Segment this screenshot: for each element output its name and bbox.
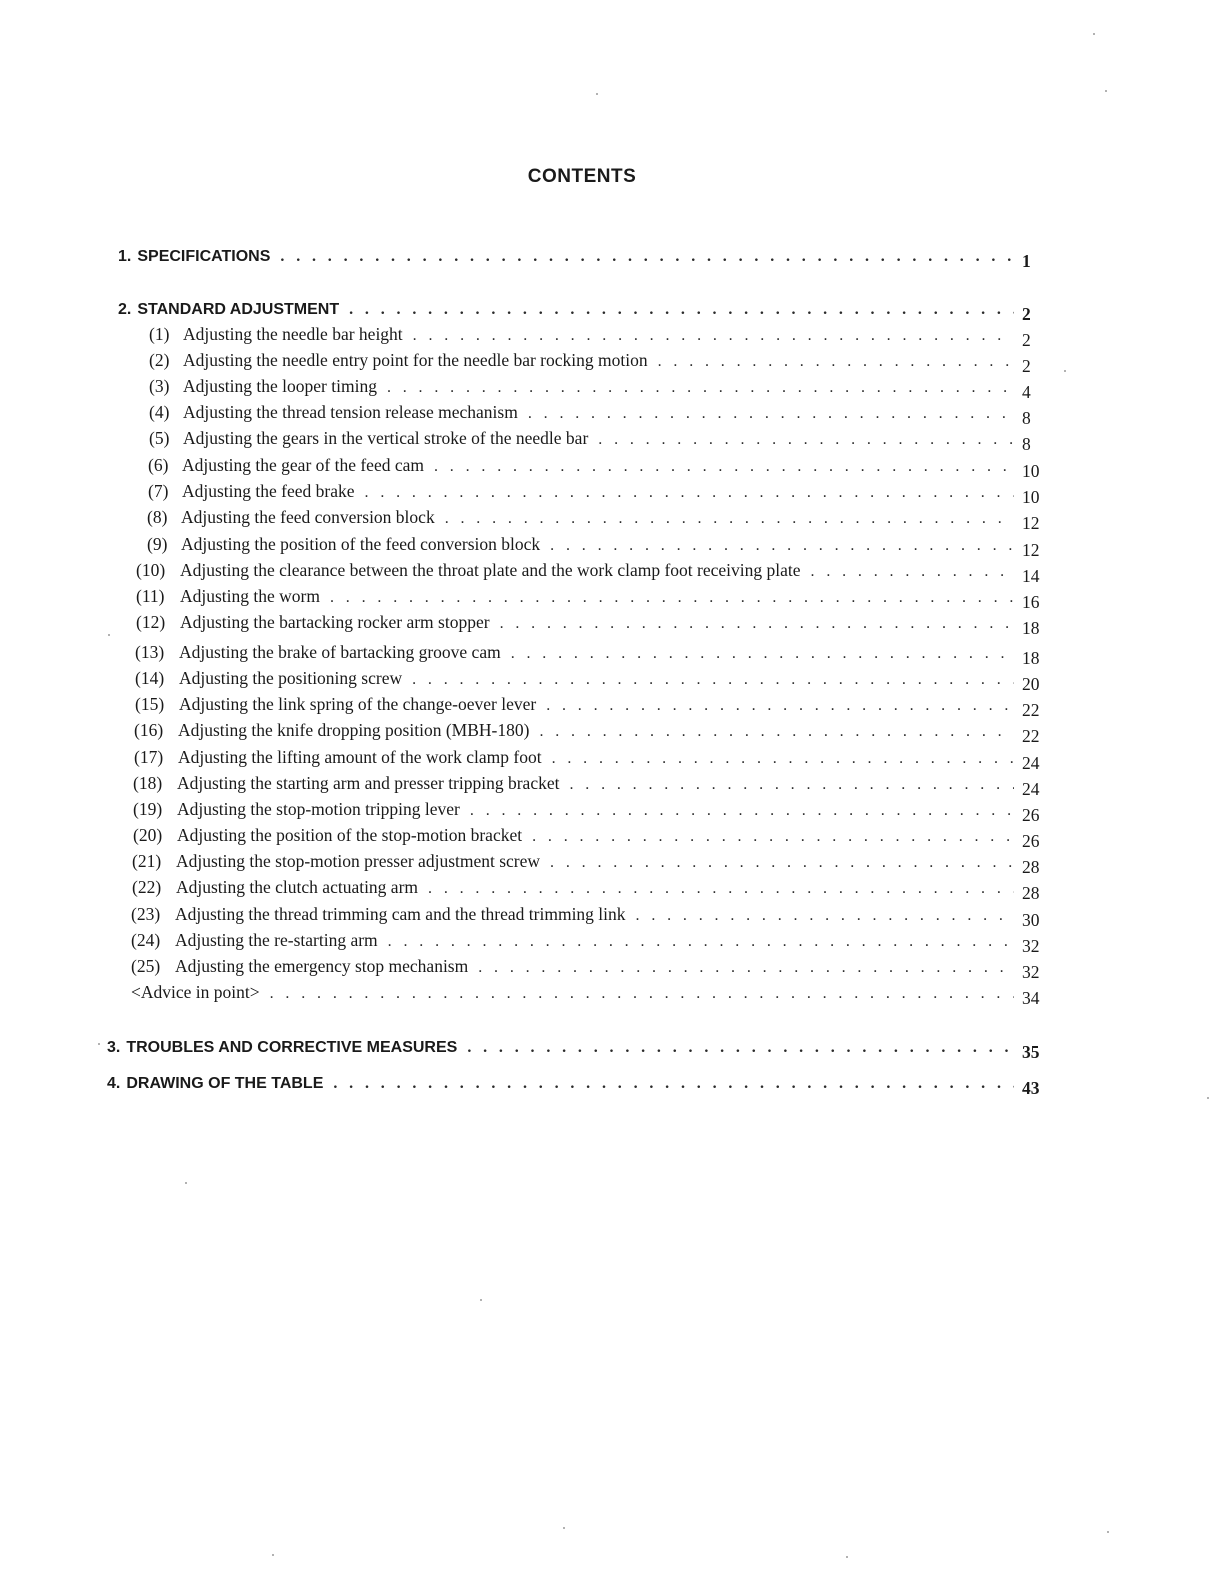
page-number: 43 (1022, 1078, 1040, 1098)
page-number: 2 (1022, 330, 1031, 350)
toc-item (134, 747, 1042, 771)
item-text: Adjusting the stop-motion presser adjustment screw (176, 851, 541, 871)
toc-item (133, 773, 1042, 797)
dot-leader (413, 327, 1014, 345)
dot-leader (811, 563, 1014, 581)
toc-item-advice (131, 982, 1042, 1006)
item-number: (21) (132, 851, 162, 871)
toc-item (131, 930, 1042, 954)
toc-item (131, 904, 1042, 928)
toc-item (136, 560, 1042, 584)
page-title: CONTENTS (527, 166, 637, 187)
dot-leader (569, 776, 1014, 794)
item-text: Adjusting the position of the feed conversion block (181, 534, 541, 554)
item-text: Adjusting the feed brake (182, 481, 355, 501)
dot-leader (532, 828, 1014, 846)
item-text: Adjusting the lifting amount of the work clamp foot (178, 747, 542, 767)
item-number: (3) (149, 376, 170, 396)
item-text: Adjusting the looper timing (183, 376, 377, 396)
dot-leader (333, 1075, 1014, 1093)
toc-item (148, 481, 1042, 505)
toc-item (133, 799, 1042, 823)
item-text: Adjusting the gear of the feed cam (182, 455, 424, 475)
section-title: TROUBLES AND CORRECTIVE MEASURES (126, 1039, 458, 1056)
dot-leader (365, 484, 1014, 502)
dot-leader (546, 697, 1014, 715)
page-number: 24 (1022, 779, 1040, 799)
toc-section-drawing-table (107, 1072, 1042, 1096)
dot-leader (280, 248, 1014, 266)
page-number: 35 (1022, 1042, 1040, 1062)
page-number: 10 (1022, 461, 1040, 481)
page-number: 26 (1022, 805, 1040, 825)
toc-item (131, 956, 1042, 980)
dot-leader (412, 671, 1014, 689)
page-number: 30 (1022, 910, 1040, 930)
dot-leader (500, 615, 1014, 633)
dot-leader (387, 379, 1014, 397)
page-number: 12 (1022, 540, 1040, 560)
page-number: 22 (1022, 726, 1040, 746)
item-number: (22) (132, 877, 162, 897)
page-number: 4 (1022, 382, 1031, 402)
toc-item (148, 455, 1042, 479)
toc-item (149, 376, 1042, 400)
item-text: Adjusting the clearance between the throat plate and the work clamp foot receiving plate (180, 560, 801, 580)
toc-item (149, 428, 1042, 452)
section-number: 2. (118, 301, 132, 318)
item-number: (18) (133, 773, 163, 793)
toc-item (135, 694, 1042, 718)
item-number: (20) (133, 825, 163, 845)
scan-speck (1064, 370, 1066, 372)
section-number: 3. (107, 1039, 121, 1056)
dot-leader (428, 880, 1014, 898)
scan-speck (1207, 1097, 1209, 1099)
item-number: (11) (136, 586, 165, 606)
toc-item (149, 350, 1042, 374)
section-number: 4. (107, 1075, 121, 1092)
page-number: 10 (1022, 487, 1040, 507)
toc-item (135, 642, 1042, 666)
scan-speck (1107, 1531, 1109, 1533)
scan-speck (272, 1554, 274, 1556)
dot-leader (539, 723, 1014, 741)
item-text: Adjusting the bartacking rocker arm stopper (180, 612, 490, 632)
dot-leader (270, 985, 1014, 1003)
item-number: (19) (133, 799, 163, 819)
item-text: Adjusting the starting arm and presser tripping bracket (177, 773, 560, 793)
page-number: 8 (1022, 408, 1031, 428)
dot-leader (598, 431, 1014, 449)
scan-speck (1105, 90, 1107, 92)
toc-item (149, 402, 1042, 426)
page-number: 2 (1022, 356, 1031, 376)
toc-item (136, 612, 1042, 636)
dot-leader (550, 854, 1014, 872)
toc-item (133, 825, 1042, 849)
dot-leader (478, 959, 1014, 977)
scan-speck (563, 1527, 565, 1529)
item-text: Adjusting the re-starting arm (175, 930, 378, 950)
page-number: 8 (1022, 434, 1031, 454)
item-number: (14) (135, 668, 165, 688)
dot-leader (636, 907, 1014, 925)
item-text: Adjusting the brake of bartacking groove cam (179, 642, 501, 662)
page-number: 34 (1022, 988, 1040, 1008)
page-number: 2 (1022, 304, 1031, 324)
toc-item (147, 507, 1042, 531)
item-number: (6) (148, 455, 169, 475)
page-number: 16 (1022, 592, 1040, 612)
scan-speck (98, 1043, 100, 1045)
item-text: Adjusting the thread tension release mechanism (183, 402, 518, 422)
scan-speck (1093, 33, 1095, 35)
item-number: (25) (131, 956, 161, 976)
item-text: Adjusting the stop-motion tripping lever (177, 799, 460, 819)
dot-leader (434, 458, 1014, 476)
item-number: (10) (136, 560, 166, 580)
toc-item (135, 668, 1042, 692)
dot-leader (550, 537, 1014, 555)
item-number: (13) (135, 642, 165, 662)
page-number: 26 (1022, 831, 1040, 851)
item-text: Adjusting the worm (180, 586, 320, 606)
toc-item (134, 720, 1042, 744)
item-number: (24) (131, 930, 161, 950)
page-number: 14 (1022, 566, 1040, 586)
page-number: 12 (1022, 513, 1040, 533)
section-title: DRAWING OF THE TABLE (126, 1075, 324, 1092)
dot-leader (470, 802, 1014, 820)
toc-item (136, 586, 1042, 610)
page-number: 32 (1022, 962, 1040, 982)
item-number: (4) (149, 402, 170, 422)
item-number: (1) (149, 324, 170, 344)
item-number: (5) (149, 428, 170, 448)
page-number: 24 (1022, 753, 1040, 773)
dot-leader (528, 405, 1014, 423)
item-number: (9) (147, 534, 168, 554)
dot-leader (388, 933, 1014, 951)
item-number: (17) (134, 747, 164, 767)
toc-item (132, 877, 1042, 901)
scan-speck (108, 634, 110, 636)
page-number: 28 (1022, 883, 1040, 903)
dot-leader (445, 510, 1014, 528)
item-text: Adjusting the emergency stop mechanism (175, 956, 469, 976)
toc-item (149, 324, 1042, 348)
item-text: Adjusting the positioning screw (179, 668, 403, 688)
dot-leader (552, 750, 1014, 768)
toc-item (147, 534, 1042, 558)
dot-leader (330, 589, 1014, 607)
page-number: 1 (1022, 251, 1031, 271)
toc-section-troubles (107, 1036, 1042, 1060)
toc-section-specifications (118, 245, 1042, 269)
item-text: Adjusting the thread trimming cam and the thread trimming link (175, 904, 626, 924)
item-text: Adjusting the needle entry point for the needle bar rocking motion (183, 350, 648, 370)
item-text: Adjusting the knife dropping position (MBH-180) (178, 720, 530, 740)
dot-leader (349, 301, 1014, 319)
item-text: Adjusting the needle bar height (183, 324, 403, 344)
item-number: (8) (147, 507, 168, 527)
scan-speck (846, 1556, 848, 1558)
section-title: STANDARD ADJUSTMENT (137, 301, 340, 318)
page-number: 18 (1022, 648, 1040, 668)
scan-speck (480, 1299, 482, 1301)
section-number: 1. (118, 248, 132, 265)
dot-leader (467, 1039, 1014, 1057)
item-number: (15) (135, 694, 165, 714)
item-number: (16) (134, 720, 164, 740)
page-number: 18 (1022, 618, 1040, 638)
section-title: SPECIFICATIONS (137, 248, 271, 265)
item-text: Adjusting the link spring of the change-oever lever (179, 694, 537, 714)
item-text: Adjusting the gears in the vertical stroke of the needle bar (183, 428, 589, 448)
page-number: 20 (1022, 674, 1040, 694)
item-text: <Advice in point> (131, 982, 260, 1002)
scan-speck (185, 1182, 187, 1184)
page-number: 28 (1022, 857, 1040, 877)
scan-speck (596, 93, 598, 95)
page-number: 32 (1022, 936, 1040, 956)
item-text: Adjusting the feed conversion block (181, 507, 435, 527)
item-number: (2) (149, 350, 170, 370)
item-number: (7) (148, 481, 169, 501)
page-number: 22 (1022, 700, 1040, 720)
item-number: (12) (136, 612, 166, 632)
toc-section-standard-adjustment (118, 298, 1042, 322)
toc-item (132, 851, 1042, 875)
item-text: Adjusting the clutch actuating arm (176, 877, 419, 897)
item-text: Adjusting the position of the stop-motion bracket (177, 825, 523, 845)
dot-leader (511, 645, 1014, 663)
dot-leader (658, 353, 1014, 371)
item-number: (23) (131, 904, 161, 924)
